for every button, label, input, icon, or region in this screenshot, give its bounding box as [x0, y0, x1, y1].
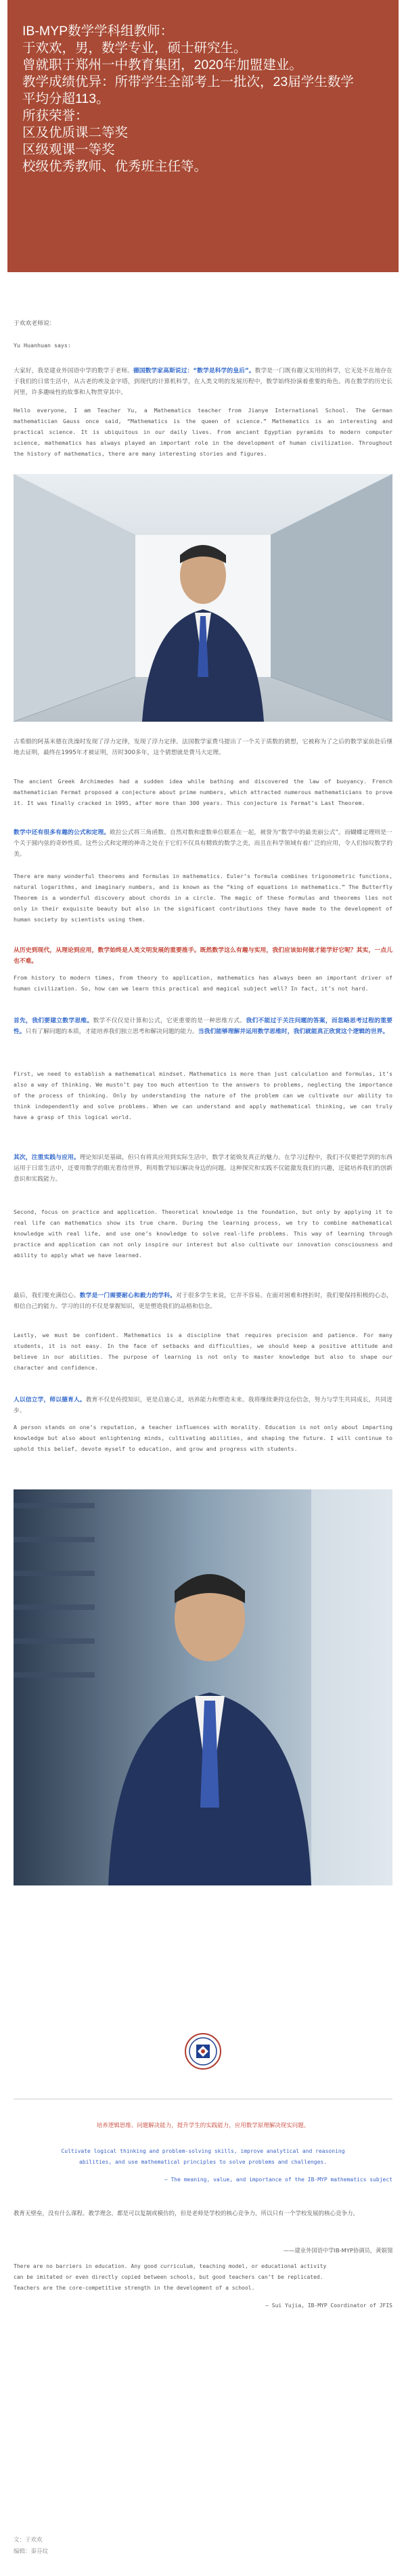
- archimedes-paragraph-cn: 古希腊的阿基米德在洗澡时发现了浮力定律，发现了浮力定律。法国数学家费马提出了一个关于质数的猜想，它被称为了之后的数学家前赴后继地去证明，最终在1995年才被证明，历时300多年，这个猜想就是费马大定理。: [14, 739, 392, 756]
- profile-line: 于欢欢，男，数学专业，硕士研究生。: [22, 41, 247, 56]
- thinking-paragraph-cn: [14, 1016, 392, 1037]
- ib-quote-en-line: Cultivate logical thinking and problem-solving skills, improve analytical and reasoning: [61, 2148, 345, 2154]
- profile-line: 曾就职于郑州一中教育集团，2020年加盟建业。: [22, 58, 302, 72]
- practice-paragraph-cn: [14, 1152, 392, 1185]
- education-paragraph-en: A person stands on one’s reputation, a teacher influences with morality. Education is not only about imparting knowledge but also about enlightening minds, cultivating abilities, and shaping the future. I will continue to uphold this belief, devote myself to education, and grow and progress with students.: [14, 1424, 392, 1452]
- history-paragraph-cn: [14, 945, 392, 967]
- profile-line: 区级观课一等奖: [22, 142, 115, 157]
- coordinator-note-en-line: There are no barriers in education. Any good curriculum, teaching model, or educational activity: [14, 2263, 327, 2269]
- profile-line: 所获荣誉：: [22, 108, 89, 123]
- intro-text: 数学是一门既有趣又实用的科学，它无处不在地存在于我们的日常生活中，从古老的埃及金字塔，到现代的计算机科学，在人类文明的发展历程中，数学始终扮演着重要的角色。再在数学的历史长河里，许多趣味性的故事和人物贯穿其中。: [14, 368, 392, 396]
- education-highlight: 人以信立学，师以德育人。: [14, 1397, 86, 1403]
- education-text: 教育不仅是传授知识，更是启迪心灵，培养能力和塑造未来。我将继续秉持这份信念，努力与学生共同成长，共同进步。: [14, 1397, 392, 1414]
- history-highlight: 从历史到现代，从理论到应用，数学始终是人类文明发展的重要推手。既然数学这么有趣与实用，我们应该如何做才能学好它呢？其实，一点儿也不难。: [14, 947, 392, 965]
- intro-text: 大家好，我是建业外国语中学的数学于老师。: [14, 368, 133, 374]
- coordinator-note-en-line: can be imitated or even directly copied between schools, but good teachers can’t be replicated.: [14, 2274, 323, 2280]
- school-emblem-icon: [185, 2033, 221, 2070]
- education-paragraph-cn: [14, 1395, 392, 1416]
- formulas-text: 欧拉公式将三角函数、自然对数和虚数单位联系在一起，被誉为“数学中的最美丽公式”。而蝴蝶定理则是一个关于圆内弦的奇妙性质。这些公式和定理的神奇之处在于它们不仅具有精致的数学之美，而且在科学领域有着广泛的应用，令人们惊叹数学的美。: [14, 829, 392, 858]
- practice-text: 理论知识是基础，但只有将其应用到实际生活中，数学才能焕发真正的魅力。在学习过程中，我们不仅要把学到的东西运用于日常生活中，还要用数学的眼光看待世界，利用数学知识解决身边的问题。这种探究和实践不仅能激发我们的兴趣，还能培养我们的创新意识和实践能力。: [14, 1154, 392, 1183]
- teacher-photo-corridor: [14, 474, 392, 722]
- teacher-photo-image: [14, 1489, 392, 1885]
- greeting-cn: 于欢欢老师说：: [14, 320, 55, 327]
- archimedes-paragraph-en: The ancient Greek Archimedes had a sudden idea while bathing and discovered the law of buoyancy. French mathematician Fermat proposed a conjecture about prime numbers, which attracted numerous mathematicians to prove it. It was finally cracked in 1995, after more than 300 years. This conjecture is Fermat’s Last Theorem.: [14, 778, 392, 806]
- thinking-text: 数学不仅仅是计算和公式，它更重要的是一种思维方式。: [93, 1018, 246, 1024]
- formulas-paragraph-en: There are many wonderful theorems and formulas in mathematics. Euler’s formula combines trigonometric functions, natural logarithms, and imaginary numbers, and is known as the “king of equations in mathematics.” The Butterfly Theorem is a wonderful discovery about chords in a circle. The magic of these formulas and theorems lies not only in their exquisite beauty but also in the significant contributions they have made to the development of human society by scientists using them.: [14, 873, 392, 923]
- intro-paragraph-en: Hello everyone, I am Teacher Yu, a Mathematics teacher from Jianye International School. The German mathematician Gauss once said, “Mathematics is the queen of science.” Mathematics is an interesting and practical science. It is ubiquitous in our daily lives. From ancient Egyptian pyramids to modern computer science, mathematics has always played an important role in the development of human civilization. Throughout the history of mathematics, there are many interesting stories and figures.: [14, 407, 392, 457]
- history-paragraph-en: From history to modern times, from theory to application, mathematics has always been an important driver of human civilization. So, how can we learn this practical and magical subject well? In fact, it’s not hard.: [14, 974, 392, 992]
- editor-credit: 编辑：秦芬纹: [14, 2548, 49, 2555]
- thinking-highlight: 当我们能够理解并运用数学思维时，我们就能真正欣赏这个逻辑的世界。: [198, 1028, 389, 1035]
- profile-line: 教学成绩优异：所带学生全部考上一批次，23届学生数学: [22, 74, 354, 89]
- coordinator-source-en: — Sui Yujia, IB-MYP Coordinator of JFIS: [265, 2302, 392, 2309]
- profile-line: IB-MYP数学学科组教师：: [22, 24, 174, 39]
- thinking-paragraph-en: First, we need to establish a mathematical mindset. Mathematics is more than just calculation and formulas, it’s also a way of thinking. We mustn’t pay too much attention to the answers to problems, neglecting the importance of the process of thinking. Only by understanding the nature of the problem can we cultivate our ability to think independently and solve problems. When we can understand and apply mathematical thinking, we can truly have a grasp of this logical world.: [14, 1070, 392, 1120]
- confidence-highlight: 数学是一门需要耐心和毅力的学科。: [79, 1292, 177, 1299]
- coordinator-note-cn: 教育无壁垒，没有什么课程、教学理念，都是可以复制或模仿的，但是老师是学校的核心竞争力，所以只有一个学校发展的核心竞争力。: [14, 2210, 359, 2217]
- practice-highlight: 其次，注重实践与应用。: [14, 1154, 80, 1161]
- confidence-text: 对于很多学生来说，它并不容易。在面对困难和挫折时，我们要保持积极的心态，相信自己的能力。学习的目的不仅是掌握知识，更是塑造我们的品格和信念。: [14, 1292, 392, 1310]
- greeting-en: Yu Huanhuan says:: [14, 342, 71, 349]
- profile-line: 平均分超113。: [22, 91, 110, 106]
- formulas-highlight: 数学中还有很多有趣的公式和定理。: [14, 829, 110, 836]
- ib-quote-en-line: abilities, and use mathematical principles to solve problems and challenges.: [78, 2159, 328, 2165]
- practice-paragraph-en: Second, focus on practice and application. Theoretical knowledge is the foundation, but only by applying it to real life can mathematics show its true charm. During the learning process, we try to combine mathematical knowledge with real life, and use one’s knowledge to solve real-life problems. This way of learning through practice and application can not only inspire our interest but also cultivate our innovation consciousness and ability to apply what we have learned.: [14, 1208, 392, 1259]
- coordinator-note-en-line: Teachers are the core-competitive strength in the development of a school.: [14, 2285, 255, 2291]
- profile-line: 校级优秀教师、优秀班主任等。: [22, 159, 208, 174]
- coordinator-source-cn: ——建业外国语中学IB-MYP协调员，黄娟翎: [283, 2247, 392, 2254]
- confidence-paragraph-cn: [14, 1290, 392, 1312]
- ib-quote-cn: 培养逻辑思维、问题解决能力，提升学生的实践能力，应用数学原理解决现实问题。: [96, 2122, 310, 2129]
- thinking-text: 只有了解问题的本质，才能培养我们独立思考和解决问题的能力。: [25, 1028, 198, 1035]
- profile-line: 区及优质课二等奖: [22, 125, 129, 140]
- thinking-highlight: 我们不能过于关注问题的答案，而忽略思考过程的重要性。: [14, 1018, 392, 1035]
- school-logo: [185, 2033, 221, 2070]
- header-banner: [0, 0, 406, 272]
- ib-quote-source: — The meaning, value, and importance of the IB-MYP mathematics subject: [164, 2177, 392, 2183]
- teacher-photo-library: [14, 1489, 392, 1885]
- author-credit: 文：于欢欢: [14, 2537, 43, 2544]
- confidence-text: 最后，我们要充满信心。: [14, 1292, 80, 1299]
- intro-paragraph-cn: [14, 366, 392, 398]
- thinking-highlight: 首先，我们要建立数学思维。: [14, 1018, 93, 1024]
- gauss-quote-highlight: 德国数学家高斯说过：“数学是科学的皇后”。: [133, 368, 255, 374]
- teacher-photo-image: [14, 474, 392, 722]
- formulas-paragraph-cn: [14, 827, 392, 860]
- confidence-paragraph-en: Lastly, we must be confident. Mathematics is a discipline that requires precision and patience. For many students, it is not easy. In the face of setbacks and difficulties, we should keep a positive attitude and believe in our abilities. The purpose of learning is not only to master knowledge but also to shape our character and confidence.: [14, 1332, 392, 1371]
- teacher-profile-box: [7, 0, 399, 272]
